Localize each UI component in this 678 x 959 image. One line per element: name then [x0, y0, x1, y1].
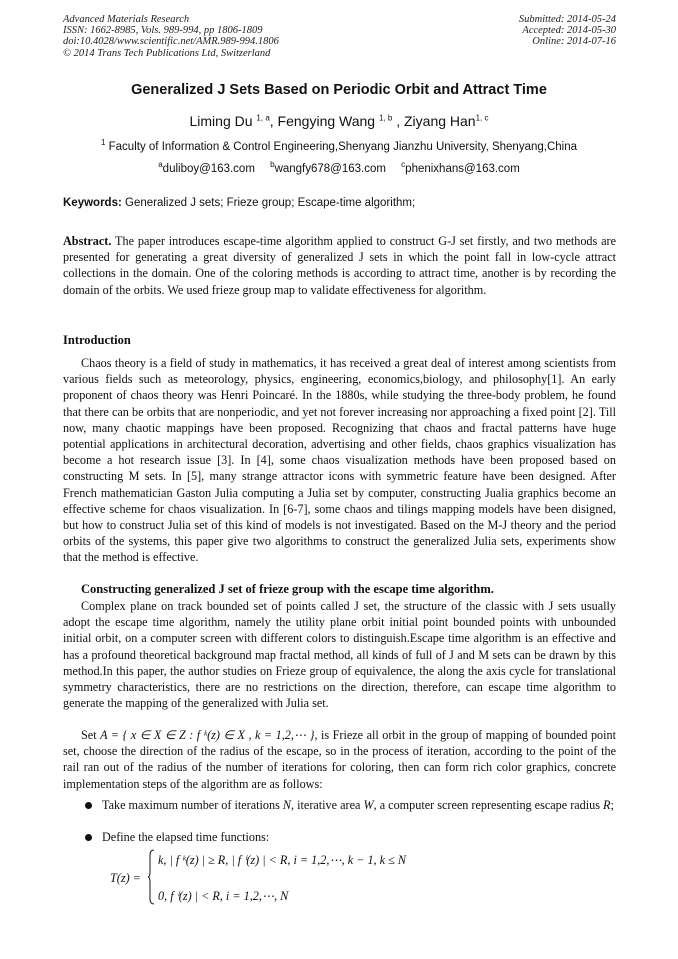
author-marker: 1, b [378, 113, 393, 123]
email-marker: a [158, 160, 163, 169]
bullet-text: Define the elapsed time functions: [102, 830, 270, 844]
submitted-date: Submitted: 2014-05-24 [518, 14, 616, 25]
formula-case-1: k, | f ᵏ(z) | ≥ R, | f ⁱ(z) | < R, i = 1,2,⋯, k − 1, k ≤ N [158, 853, 406, 867]
section-paragraph: Complex plane on track bounded set of points called J set, the structure of the classic with J sets usually adopt the escape time algorithm, namely the utility plane orbit initial point bounded points with unbounded initial orbit, on a computer screen with different colors to distinguish.Escape time algorithm is an effective and has a profound theoretical background map fractal method, all kinds of full of J and M sets can be drawn by this method.In this paper, the author studies on Frieze group of equivalence, the along the axis cycle for translational symmetry characteristics, there are no restrictions on the direction, therefore, can escape time algorithm to generate the mapping of the generalized with Julia set. [63, 599, 616, 711]
author-name: Liming Du [189, 113, 253, 129]
left-brace-icon [148, 849, 154, 905]
math-symbol: R [603, 798, 611, 812]
bullet-text: , iterative area [291, 798, 361, 812]
introduction-paragraph: Chaos theory is a field of study in mathematics, it has received a great deal of interest among scientists from various fields such as meteorology, physics, engineering, economics,biology, and philosophy[1]. An early proponent of chaos theory was Henri Poincaré. In the 1880s, while studying the three-body problem, he found that there can be orbits that are nonperiodic, and yet not forever increasing nor approaching a fixed point [2]. Till now, many chaotic mappings have been proposed. Recognizing that chaos and fractal patterns have huge potential applications in architectural decoration, advertising and other fields, chaos graphics visualization has become a hot research issue [3]. In [4], some chaos visualization methods have been proposed based on constructing M sets. In [5], many strange attractor icons with symmetric feature have been designed. After French mathematician Gaston Julia computing a Julia set by computer, constructing Jualia graphics become an effective scheme for chaos visualization. In [6-7], some chaos and tilings mapping models have been disigned, but how to construct Julia set of this kind of models is not investigated. Based on the M-J theory and the period orbits of the systems, this paper give two algorithms to construct the generalized Julia sets, experiments show that the method is effective. [63, 356, 616, 565]
formula-lhs: T(z) = [110, 871, 141, 885]
author-separator: , [392, 113, 401, 129]
set-definition-paragraph [63, 727, 616, 792]
email-entry [158, 160, 255, 175]
set-lead: Set [81, 728, 97, 742]
journal-doi: doi:10.4028/www.scientific.net/AMR.989-994.1806 [63, 36, 279, 48]
affiliation [0, 138, 678, 153]
bullet-item [63, 829, 616, 845]
email-marker: c [401, 160, 406, 169]
math-symbol: N [282, 798, 292, 812]
introduction-heading: Introduction [63, 333, 131, 347]
author-marker: 1, a [256, 113, 270, 123]
bullet-item [63, 797, 616, 813]
abstract-label: Abstract. [63, 234, 112, 248]
email-entry [401, 160, 520, 175]
math-symbol: W [363, 798, 374, 812]
dates-header [519, 14, 616, 48]
keywords-label: Keywords: [63, 197, 122, 209]
email-list [0, 160, 678, 175]
bullet-icon [85, 802, 92, 809]
set-description: is Frieze all orbit in the group of mapping of bounded point set, choose the direction of the radius of the escape, so in the process of iteration, according to the point of the rail ran out of the radius of the number of iterations for coloring, then can form rich color graphics, concrete implementation steps of the algorithm are as follows: [63, 728, 617, 791]
email-address[interactable]: duliboy@163.com [162, 162, 255, 175]
set-formula: A = { x ∈ X ∈ Z : f ᵏ(z) ∈ X , k = 1,2,⋯ }, [100, 728, 318, 742]
journal-issn: ISSN: 1662-8985, Vols. 989-994, pp 1806-1809 [63, 25, 263, 37]
journal-header [63, 14, 279, 59]
abstract-text: The paper introduces escape-time algorithm applied to construct G-J set firstly, and two methods are presented for generating a great diversity of generalized J sets in which the point fall in low-cycle attract collections in the domain. One of the coloring methods is according to attract time, another is by recording the domain of the orbits. We used frieze group map to validate effectiveness for algorithm. [63, 234, 616, 297]
email-marker: b [270, 160, 275, 169]
abstract [63, 233, 616, 298]
email-address[interactable]: wangfy678@163.com [274, 162, 386, 175]
affiliation-text: Faculty of Information & Control Engineering,Shenyang Jianzhu University, Shenyang,China [108, 140, 577, 153]
author-name: Ziyang Han [404, 113, 476, 129]
affiliation-marker: 1 [100, 138, 106, 147]
keywords-text: Generalized J sets; Frieze group; Escape-time algorithm; [125, 197, 416, 209]
section-heading: Constructing generalized J set of frieze group with the escape time algorithm. [81, 582, 494, 596]
email-entry [270, 160, 386, 175]
journal-copyright: © 2014 Trans Tech Publications Ltd, Switzerland [63, 47, 271, 59]
author-separator: , [269, 113, 274, 129]
elapsed-time-formula [110, 847, 510, 909]
author-name: Fengying Wang [277, 113, 376, 129]
bullet-text: ; [610, 798, 614, 812]
email-address[interactable]: phenixhans@163.com [405, 162, 520, 175]
bullet-text: , a computer screen representing escape radius [373, 798, 600, 812]
keywords [63, 197, 616, 209]
paper-title: Generalized J Sets Based on Periodic Orbit and Attract Time [131, 82, 547, 98]
bullet-text: Take maximum number of iterations [102, 798, 280, 812]
accepted-date: Accepted: 2014-05-30 [522, 25, 616, 37]
formula-case-2: 0, f ⁱ(z) | < R, i = 1,2,⋯, N [158, 889, 289, 903]
author-marker: 1, c [475, 113, 489, 123]
journal-name: Advanced Materials Research [63, 14, 190, 25]
author-list [0, 113, 678, 129]
online-date: Online: 2014-07-16 [532, 36, 616, 48]
bullet-icon [85, 834, 92, 841]
